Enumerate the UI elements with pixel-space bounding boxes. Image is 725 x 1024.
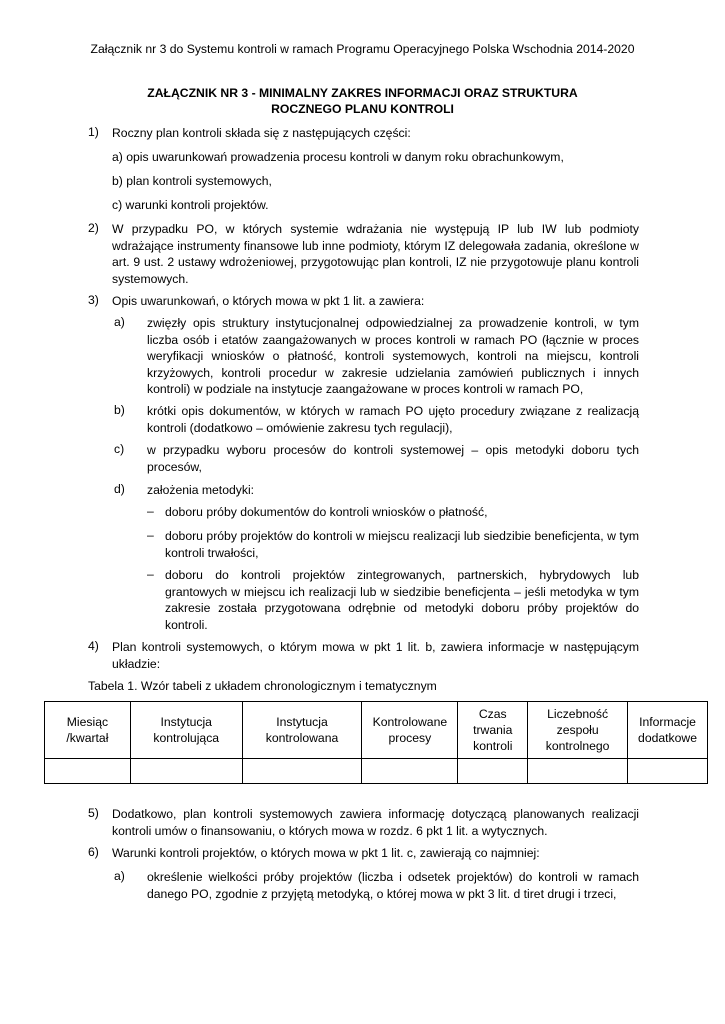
col-header-controlled-institution: Instytucja kontrolowana — [242, 702, 362, 759]
section-1-text: Roczny plan kontroli składa się z następujących części: — [112, 126, 411, 140]
section-3-a-label: a) — [114, 315, 125, 329]
section-6-text: Warunki kontroli projektów, o których mowa w pkt 1 lit. c, zawierają co najmniej: — [112, 846, 540, 860]
dash-1: – — [147, 504, 154, 518]
col-header-duration: Czas trwania kontroli — [458, 702, 528, 759]
section-3-d-dash-1: doboru próby dokumentów do kontroli wniosków o płatność, — [165, 505, 488, 519]
document-title — [110, 85, 615, 117]
table-cell — [458, 759, 528, 784]
table-cell — [45, 759, 131, 784]
col-header-month: Miesiąc /kwartał — [45, 702, 131, 759]
section-4-text: Plan kontroli systemowych, o którym mowa w pkt 1 lit. b, zawiera informacje w następującym układzie: — [112, 640, 639, 671]
section-5-text: Dodatkowo, plan kontroli systemowych zawiera informację dotyczącą planowanych realizacji kontroli umów o finansowaniu, o których mowa w rozdz. 6 pkt 1 lit. a wytycznych. — [112, 807, 639, 838]
section-2-text: W przypadku PO, w których systemie wdrażania nie występują IP lub IW lub podmioty wdrażające instrumenty finansowe lub inne podmioty, którym IZ delegowała zadania, określone w art. 9 ust. 2 ustawy wdrożeniowej, przygotowując plan kontroli, IZ nie przygotowuje planu kontroli systemowych. — [112, 222, 639, 286]
section-4-number: 4) — [88, 639, 99, 653]
table-row — [45, 759, 708, 784]
section-2-number: 2) — [88, 221, 99, 235]
table-cell — [242, 759, 362, 784]
section-6-a-label: a) — [114, 869, 125, 883]
table-cell — [362, 759, 458, 784]
dash-2: – — [147, 528, 154, 542]
section-1-item-c: c) warunki kontroli projektów. — [112, 198, 269, 212]
section-5-number: 5) — [88, 806, 99, 820]
section-3-d-label: d) — [114, 482, 125, 496]
section-3-item-b: krótki opis dokumentów, w których w ramach PO ujęto procedury związane z realizacją kontroli (dodatkowo – omówienie zakresu tych regulacji), — [147, 404, 639, 435]
title-line-2: ROCZNEGO PLANU KONTROLI — [271, 102, 454, 116]
section-1-number: 1) — [88, 125, 99, 139]
col-header-additional-info: Informacje dodatkowe — [628, 702, 708, 759]
table-cell — [130, 759, 242, 784]
section-6-number: 6) — [88, 845, 99, 859]
col-header-processes: Kontrolowane procesy — [362, 702, 458, 759]
dash-3: – — [147, 567, 154, 581]
col-header-team-size: Liczebność zespołu kontrolnego — [528, 702, 628, 759]
section-3-number: 3) — [88, 293, 99, 307]
table-header-row — [45, 702, 708, 759]
section-3-d-dash-3: doboru do kontroli projektów zintegrowanych, partnerskich, hybrydowych lub grantowych w miejscu ich realizacji lub w siedzibie beneficjenta – jeśli metodyka w tym zakresie została przygotowana odrębnie od metodyki doboru próby projektów do kontroli. — [165, 568, 639, 632]
section-3-d-dash-2: doboru próby projektów do kontroli w miejscu realizacji lub siedzibie beneficjenta, w tym kontroli trwałości, — [165, 529, 639, 560]
table-cell — [628, 759, 708, 784]
section-3-item-a: zwięzły opis struktury instytucjonalnej odpowiedzialnej za prowadzenie kontroli, w tym liczba osób i etatów zaangażowanych w proces kontroli w ramach PO (łącznie w proces weryfikacji wniosków o płatność, kontroli systemowych, kontroli na miejscu, kontroli krzyżowych, kontroli procedur w zakresie udzielania zamówień publicznych i innych kontroli) w podziale na instytucje zaangażowane w proces kontroli w ramach PO, — [147, 316, 639, 397]
section-1-item-b: b) plan kontroli systemowych, — [112, 174, 272, 188]
chronological-thematic-table — [44, 701, 708, 784]
table-caption: Tabela 1. Wzór tabeli z układem chronologicznym i tematycznym — [88, 679, 437, 693]
section-6-item-a: określenie wielkości próby projektów (liczba i odsetek projektów) do kontroli w ramach danego PO, zgodnie z przyjętą metodyką, o której mowa w pkt 3 lit. d tiret drugi i trzeci, — [147, 870, 639, 901]
section-3-item-c: w przypadku wyboru procesów do kontroli systemowej – opis metodyki doboru tych procesów, — [147, 443, 639, 474]
section-1-item-a: a) opis uwarunkowań prowadzenia procesu kontroli w danym roku obrachunkowym, — [112, 150, 564, 164]
section-3-text: Opis uwarunkowań, o których mowa w pkt 1 lit. a zawiera: — [112, 294, 425, 308]
table-cell — [528, 759, 628, 784]
page-header: Załącznik nr 3 do Systemu kontroli w ramach Programu Operacyjnego Polska Wschodnia 2014-2020 — [90, 42, 635, 56]
section-3-item-d: założenia metodyki: — [147, 483, 255, 497]
title-line-1: ZAŁĄCZNIK NR 3 - MINIMALNY ZAKRES INFORMACJI ORAZ STRUKTURA — [147, 86, 578, 100]
col-header-controlling-institution: Instytucja kontrolująca — [130, 702, 242, 759]
section-3-c-label: c) — [114, 442, 125, 456]
section-3-b-label: b) — [114, 403, 125, 417]
